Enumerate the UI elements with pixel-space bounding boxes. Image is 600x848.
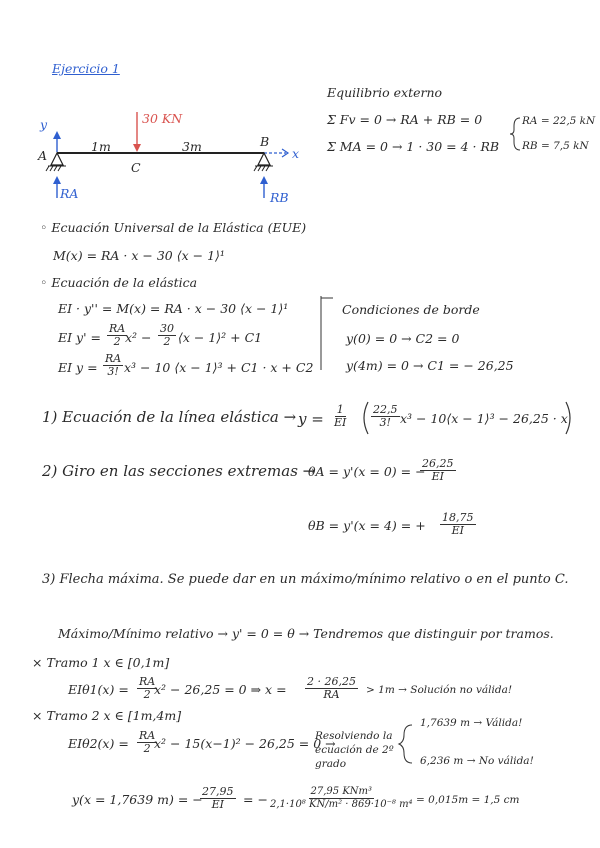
solution-invalid: 6,236 m → No válida! — [420, 755, 534, 767]
solution-valid: 1,7639 m → Válida! — [420, 717, 523, 729]
final-frac-b: 27,95 KNm³ 2,1·10⁸ KN/m² · 869·10⁻⁸ m⁴ — [270, 786, 413, 810]
eue-moment: M(x) = RA · x − 30 ⟨x − 1⟩¹ — [53, 248, 225, 263]
q2-label: 2) Giro en las secciones extremas → — [42, 462, 316, 480]
tramo2-note3: grado — [315, 758, 347, 770]
point-c-label: C — [131, 160, 141, 175]
final-frac-a: $\frac{27,95}{EI}$ — [202, 785, 234, 811]
result-ra: RA = 22,5 kN — [522, 115, 596, 127]
y-axis-arrowhead — [53, 131, 61, 139]
elastica-l2a: EI y' = — [58, 330, 101, 345]
q2-theta-b-frac: $\frac{18,75}{EI}$ — [442, 511, 474, 537]
q1-rest: x³ − 10⟨x − 1⟩³ − 26,25 · x — [400, 411, 568, 426]
q2-theta-a-frac: $\frac{26,25}{EI}$ — [422, 457, 454, 483]
elastica-l2-frac2: $\frac{30}{2}$ — [160, 322, 174, 348]
elastica-heading: ◦ Ecuación de la elástica — [40, 275, 198, 290]
span-cb-label: 3m — [182, 139, 202, 154]
final-eq: = − — [243, 792, 268, 807]
load-label: 30 KN — [142, 111, 183, 126]
q1-frac-ei: $\frac{1}{EI}$ — [334, 403, 347, 429]
reaction-b-label: RB — [270, 190, 289, 205]
result-brace — [510, 118, 520, 150]
tramo2-note2: ecuación de 2º — [315, 744, 394, 756]
result-rb: RB = 7,5 kN — [522, 140, 589, 152]
elastica-l3b: x³ − 10 ⟨x − 1⟩³ + C1 · x + C2 — [124, 360, 314, 375]
equilibrium-eq2: Σ MA = 0 → 1 · 30 = 4 · RB — [327, 139, 500, 154]
q1-lhs: y = — [298, 410, 324, 428]
eue-heading: ◦ Ecuación Universal de la Elástica (EUE) — [40, 220, 307, 235]
tramo1-rest: x² − 26,25 = 0 ⇒ x = — [154, 682, 287, 697]
boundary-heading: Condiciones de borde — [342, 302, 480, 317]
q2-theta-a: θA = y'(x = 0) = − — [308, 464, 426, 479]
tramo2-frac: $\frac{RA}{2}$ — [139, 729, 156, 755]
final-lhs: y(x = 1,7639 m) = − — [72, 792, 203, 807]
elastica-l1: EI · y'' = M(x) = RA · x − 30 ⟨x − 1⟩¹ — [58, 301, 289, 316]
tramo1-frac: $\frac{RA}{2}$ — [139, 675, 156, 701]
elastica-l2-frac1: $\frac{RA}{2}$ — [109, 322, 126, 348]
tramo1-heading: × Tramo 1 x ∈ [0,1m] — [32, 655, 170, 670]
reaction-a-label: RA — [60, 186, 79, 201]
tramo2-eq: EIθ2(x) = — [68, 736, 129, 751]
support-b — [258, 153, 270, 165]
tramo1-x-frac: $\frac{2 \cdot 26,25}{RA}$ — [307, 675, 356, 701]
final-result: = 0,015m = 1,5 cm — [416, 794, 520, 806]
tramo1-end: > 1m → Solución no válida! — [366, 684, 513, 696]
x-axis-label: x — [292, 146, 300, 161]
q3-label: 3) Flecha máxima. Se puede dar en un máximo/mínimo relativo o en el punto C. — [42, 572, 569, 587]
point-b-label: B — [260, 134, 270, 149]
q2-theta-b: θB = y'(x = 4) = + — [308, 518, 426, 533]
span-ac-label: 1m — [91, 139, 111, 154]
support-a — [51, 153, 63, 165]
q1-label: 1) Ecuación de la línea elástica → — [42, 408, 297, 426]
elastica-l3-frac: $\frac{RA}{3!}$ — [105, 352, 122, 378]
page-title: Ejercicio 1 — [52, 61, 120, 76]
point-a-label: A — [38, 148, 48, 163]
q1-frac-coef: $\frac{22,5}{3!}$ — [373, 403, 398, 429]
load-arrowhead — [133, 144, 141, 152]
elastica-l3a: EI y = — [58, 360, 98, 375]
tramo2-brace — [399, 725, 412, 763]
elastica-l2c: ⟨x − 1⟩² + C1 — [178, 330, 263, 345]
tramo2-rest: x² − 15(x−1)² − 26,25 = 0 → — [154, 736, 336, 751]
equilibrium-heading: Equilibrio externo — [327, 85, 443, 100]
equilibrium-eq1: Σ Fv = 0 → RA + RB = 0 — [327, 112, 483, 127]
tramo2-heading: × Tramo 2 x ∈ [1m,4m] — [32, 708, 182, 723]
y-axis-label: y — [40, 117, 48, 132]
boundary-c2: y(4m) = 0 → C1 = − 26,25 — [346, 358, 514, 373]
q1-paren-left — [364, 402, 368, 434]
elastica-l2b: x² − — [125, 330, 152, 345]
tramo2-note1: Resolviendo la — [315, 730, 393, 742]
relmax-line: Máximo/Mínimo relativo → y' = 0 = θ → Tendremos que distinguir por tramos. — [58, 626, 554, 641]
tramo1-eq: EIθ1(x) = — [68, 682, 129, 697]
boundary-c1: y(0) = 0 → C2 = 0 — [346, 331, 460, 346]
